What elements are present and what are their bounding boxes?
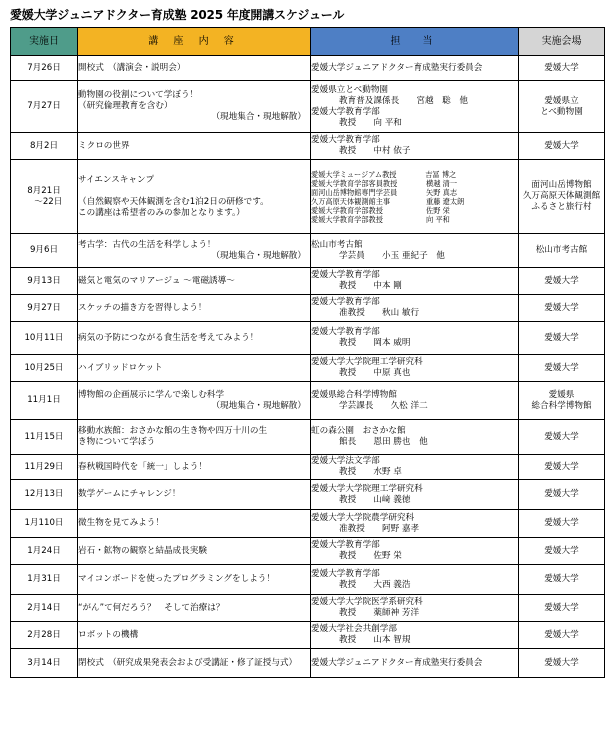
cell-date: 10月11日 xyxy=(11,322,78,355)
lecturer-line: 愛媛大学社会共創学部 xyxy=(311,624,397,634)
table-row xyxy=(11,455,605,480)
cell-lecturer xyxy=(311,234,519,268)
cell-venue: 面河山岳博物館 久万高原天体観測館 ふるさと旅行村 xyxy=(519,160,605,234)
cell-venue: 愛媛大学 xyxy=(519,538,605,565)
table-row xyxy=(11,510,605,538)
lecturer-line: 愛媛大学教育学部 xyxy=(311,568,380,579)
cell-lecturer xyxy=(311,455,519,480)
cell-course xyxy=(78,382,311,420)
lecturer-line: 館長 恩田 勝也 他 xyxy=(339,437,428,447)
cell-lecturer xyxy=(311,160,519,234)
cell-venue: 愛媛大学 xyxy=(519,455,605,480)
cell-date: 9月27日 xyxy=(11,295,78,322)
course-line: 春秋戦国時代を「統一」しよう！ xyxy=(78,461,207,472)
lecturer-line: 教授 中本 剛 xyxy=(339,281,402,291)
lecturer-line: 愛媛大学教育学部 xyxy=(311,106,380,117)
course-line: スケッチの描き方を習得しよう！ xyxy=(78,302,207,313)
cell-lecturer xyxy=(311,355,519,382)
cell-lecturer xyxy=(311,565,519,595)
table-row xyxy=(11,420,605,455)
cell-venue: 愛媛大学 xyxy=(519,322,605,355)
lecturer-line: 面河山岳博物館専門学芸員 矢野 真志 xyxy=(311,187,458,197)
course-note: （現地集合・現地解散） xyxy=(211,112,306,122)
course-line: ミクロの世界 xyxy=(78,140,130,151)
cell-lecturer xyxy=(311,81,519,133)
cell-course xyxy=(78,322,311,355)
lecturer-line: 教授 中村 依子 xyxy=(339,146,411,156)
course-line: “がん”て何だろう？ そして治療は？ xyxy=(78,602,225,613)
cell-date: 7月26日 xyxy=(11,56,78,81)
cell-lecturer xyxy=(311,510,519,538)
lecturer-line: 愛媛大学法文学部 xyxy=(311,456,380,466)
cell-date: 2月28日 xyxy=(11,622,78,649)
cell-course xyxy=(78,455,311,480)
cell-course xyxy=(78,268,311,295)
cell-date: 11月15日 xyxy=(11,420,78,455)
course-line: この講座は希望者のみの参加となります。） xyxy=(78,207,245,218)
page-title: 愛媛大学ジュニアドクター育成塾 2025 年度開講スケジュール xyxy=(10,8,345,22)
course-line: ハイブリッドロケット xyxy=(78,362,163,373)
lecturer-line: 愛媛大学ジュニアドクター育成塾実行委員会 xyxy=(311,657,483,668)
cell-course xyxy=(78,565,311,595)
cell-lecturer xyxy=(311,322,519,355)
lecturer-line: 虹の森公園 おさかな館 xyxy=(311,426,406,436)
table-row xyxy=(11,480,605,510)
course-line: 磁気と電気のマリアージュ ～電磁誘導～ xyxy=(78,275,235,286)
table-row xyxy=(11,538,605,565)
course-line: サイエンスキャンプ xyxy=(78,174,155,185)
cell-course xyxy=(78,649,311,678)
lecturer-line: 教授 佐野 栄 xyxy=(339,551,402,561)
table-row xyxy=(11,133,605,160)
cell-venue: 愛媛大学 xyxy=(519,420,605,455)
cell-course xyxy=(78,81,311,133)
table-row xyxy=(11,234,605,268)
course-line: 閉校式 （研究成果発表会および受講証・修了証授与式） xyxy=(78,657,298,668)
cell-course xyxy=(78,538,311,565)
lecturer-line: 愛媛県総合科学博物館 xyxy=(311,389,397,400)
lecturer-line: 愛媛大学教育学部 xyxy=(311,270,380,280)
cell-lecturer xyxy=(311,538,519,565)
course-line: （研究倫理教育を含む） xyxy=(78,101,173,111)
schedule-rows xyxy=(11,56,605,678)
table-row xyxy=(11,81,605,133)
course-line: 動物園の役割について学ぼう！ xyxy=(78,90,199,100)
header-venue: 実施会場 xyxy=(519,28,605,56)
lecturer-line: 愛媛大学大学院理工学研究科 xyxy=(311,357,423,367)
lecturer-line: 教授 山﨑 義徳 xyxy=(339,494,411,505)
table-row xyxy=(11,295,605,322)
cell-lecturer xyxy=(311,595,519,622)
cell-date: 1月110日 xyxy=(11,510,78,538)
cell-lecturer xyxy=(311,56,519,81)
lecturer-line: 教授 中原 真也 xyxy=(339,368,411,378)
course-line: 数学ゲームにチャレンジ！ xyxy=(78,489,181,499)
cell-venue: 愛媛県 総合科学博物館 xyxy=(519,382,605,420)
cell-lecturer xyxy=(311,382,519,420)
lecturer-line: 松山市考古館 xyxy=(311,239,363,250)
header-lecturer: 担 当 xyxy=(311,28,519,56)
course-line: き物について学ぼう xyxy=(78,437,156,447)
lecturer-line: 准教授 阿野 嘉孝 xyxy=(339,523,420,534)
course-line: （自然観察や天体観測を含む1泊2日の研修です。 xyxy=(78,196,269,207)
cell-venue: 愛媛大学 xyxy=(519,56,605,81)
course-note: （現地集合・現地解散） xyxy=(211,250,306,261)
lecturer-line: 久万高原天体観測館主事 重藤 遼太朗 xyxy=(311,196,465,206)
lecturer-line: 学芸員 小玉 亜紀子 他 xyxy=(339,250,445,261)
course-line: 微生物を見てみよう！ xyxy=(78,518,164,528)
cell-date: 3月14日 xyxy=(11,649,78,678)
cell-venue: 愛媛大学 xyxy=(519,268,605,295)
cell-date: 2月14日 xyxy=(11,595,78,622)
course-line: ロボットの機構 xyxy=(78,629,139,640)
cell-course xyxy=(78,622,311,649)
table-row xyxy=(11,565,605,595)
course-line: 博物館の企画展示に学んで楽しむ科学 xyxy=(78,389,225,400)
cell-venue: 愛媛県立 とべ動物園 xyxy=(519,81,605,133)
lecturer-line: 愛媛大学大学院理工学研究科 xyxy=(311,483,423,494)
cell-lecturer xyxy=(311,268,519,295)
lecturer-line: 愛媛大学ジュニアドクター育成塾実行委員会 xyxy=(311,62,483,73)
cell-lecturer xyxy=(311,133,519,160)
lecturer-line: 愛媛大学大学院農学研究科 xyxy=(311,512,415,523)
cell-course xyxy=(78,160,311,234)
cell-venue: 愛媛大学 xyxy=(519,510,605,538)
table-row xyxy=(11,322,605,355)
cell-date: 9月6日 xyxy=(11,234,78,268)
cell-lecturer xyxy=(311,295,519,322)
schedule-table xyxy=(10,27,605,678)
cell-venue: 愛媛大学 xyxy=(519,133,605,160)
cell-date: 1月31日 xyxy=(11,565,78,595)
cell-lecturer xyxy=(311,480,519,510)
table-row xyxy=(11,355,605,382)
cell-date: 9月13日 xyxy=(11,268,78,295)
cell-lecturer xyxy=(311,649,519,678)
cell-venue: 愛媛大学 xyxy=(519,295,605,322)
cell-venue: 愛媛大学 xyxy=(519,622,605,649)
lecturer-line: 愛媛県立とべ動物園 xyxy=(311,84,389,95)
cell-date: 8月21日 ～22日 xyxy=(11,160,78,234)
cell-venue: 愛媛大学 xyxy=(519,649,605,678)
course-line xyxy=(78,186,310,197)
table-row xyxy=(11,649,605,678)
header-course: 講 座 内 容 xyxy=(78,28,311,56)
header-date: 実施日 xyxy=(11,28,78,56)
cell-course xyxy=(78,355,311,382)
lecturer-line: 教授 薬師神 芳洋 xyxy=(339,608,420,618)
cell-venue: 愛媛大学 xyxy=(519,565,605,595)
cell-date: 11月1日 xyxy=(11,382,78,420)
cell-venue: 愛媛大学 xyxy=(519,480,605,510)
lecturer-line: 教育普及課係長 宮越 聡 他 xyxy=(339,95,468,106)
course-line: 移動水族館：おさかな館の生き物や四万十川の生 xyxy=(78,426,268,436)
cell-date: 7月27日 xyxy=(11,81,78,133)
lecturer-line: 愛媛大学大学院医学系研究科 xyxy=(311,597,423,607)
header-row xyxy=(11,28,605,56)
table-row xyxy=(11,56,605,81)
cell-course xyxy=(78,595,311,622)
table-row xyxy=(11,160,605,234)
table-row xyxy=(11,622,605,649)
lecturer-line: 愛媛大学教育学部 xyxy=(311,327,380,337)
cell-date: 12月13日 xyxy=(11,480,78,510)
lecturer-line: 教授 岡本 威明 xyxy=(339,338,411,348)
cell-date: 11月29日 xyxy=(11,455,78,480)
cell-date: 1月24日 xyxy=(11,538,78,565)
lecturer-line: 愛媛大学教育学部客員教授 横越 清一 xyxy=(311,178,458,188)
cell-lecturer xyxy=(311,622,519,649)
course-line: 岩石・鉱物の観察と結晶成長実験 xyxy=(78,545,207,556)
lecturer-line: 愛媛大学教育学部 xyxy=(311,297,380,307)
cell-date: 10月25日 xyxy=(11,355,78,382)
lecturer-line: 教授 向 平和 xyxy=(339,117,402,128)
cell-course xyxy=(78,295,311,322)
cell-venue: 愛媛大学 xyxy=(519,355,605,382)
lecturer-line: 愛媛大学教育学部 xyxy=(311,540,380,550)
lecturer-line: 愛媛大学教育学部 xyxy=(311,135,380,145)
cell-course xyxy=(78,56,311,81)
cell-venue: 愛媛大学 xyxy=(519,595,605,622)
cell-course xyxy=(78,420,311,455)
lecturer-line: 愛媛大学教育学部教授 佐野 栄 xyxy=(311,205,450,215)
course-note: （現地集合・現地解散） xyxy=(211,400,306,411)
lecturer-line: 教授 水野 卓 xyxy=(339,467,402,477)
lecturer-line: 愛媛大学教育学部教授 向 平和 xyxy=(311,214,450,224)
course-line: マイコンボードを使ったプログラミングをしよう！ xyxy=(78,574,275,584)
course-line: 考古学：古代の生活を科学しよう！ xyxy=(78,239,216,250)
cell-course xyxy=(78,234,311,268)
lecturer-line: 教授 山本 智規 xyxy=(339,635,411,645)
table-row xyxy=(11,268,605,295)
cell-course xyxy=(78,133,311,160)
cell-venue: 松山市考古館 xyxy=(519,234,605,268)
table-row xyxy=(11,382,605,420)
lecturer-line: 教授 大西 義浩 xyxy=(339,579,411,590)
lecturer-line: 愛媛大学ミュージアム教授 吉冨 博之 xyxy=(311,169,457,179)
cell-date: 8月2日 xyxy=(11,133,78,160)
lecturer-line: 学芸課長 久松 洋二 xyxy=(339,400,428,411)
cell-lecturer xyxy=(311,420,519,455)
lecturer-line: 准教授 秋山 敏行 xyxy=(339,308,420,318)
table-row xyxy=(11,595,605,622)
cell-course xyxy=(78,480,311,510)
course-line: 開校式 （講演会・説明会） xyxy=(78,62,186,73)
cell-course xyxy=(78,510,311,538)
course-line: 病気の予防につながる食生活を考えてみよう！ xyxy=(78,332,259,343)
